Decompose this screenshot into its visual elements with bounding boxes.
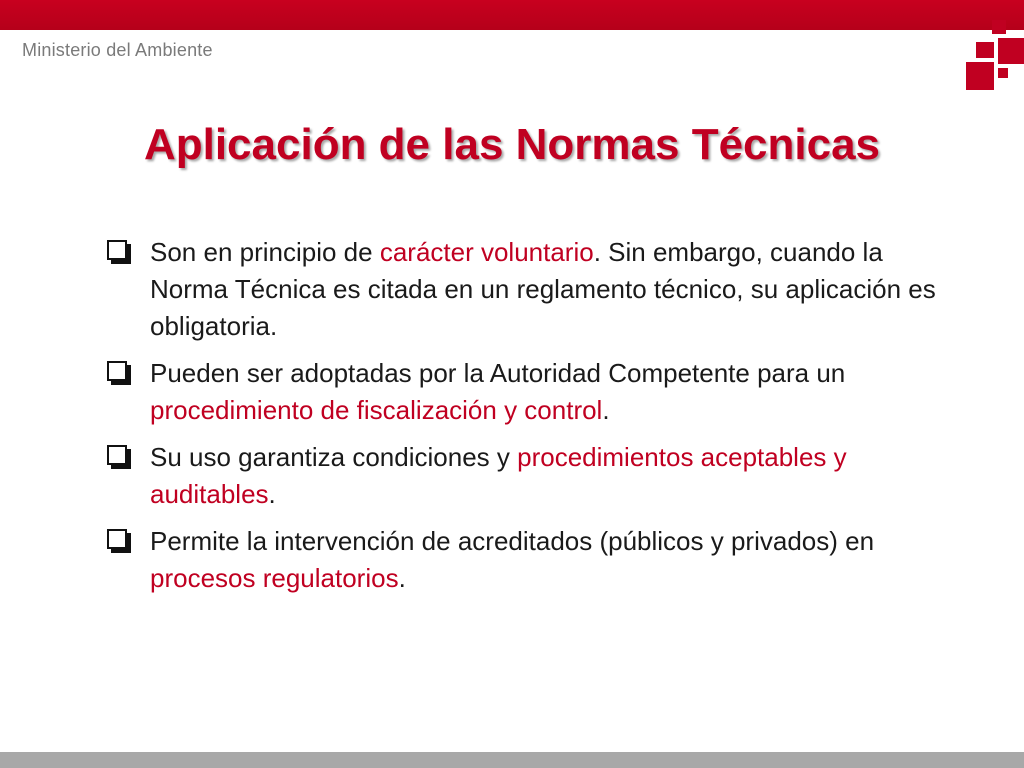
bullet-text [150, 523, 964, 597]
bottom-footer-bar [0, 752, 1024, 768]
ministry-name: Ministerio del Ambiente [22, 40, 213, 60]
top-accent-bar [0, 0, 1024, 30]
bullet-text-plain: Permite la intervención de acreditados (públicos y privados) en [150, 526, 875, 556]
bullet-text-highlight: procesos regulatorios [150, 563, 399, 593]
bullet-list [104, 234, 964, 607]
ministry-logo-icon [958, 20, 1024, 90]
checkbox-bullet-icon [107, 529, 127, 549]
bullet-item [104, 523, 964, 597]
checkbox-bullet-icon [107, 240, 127, 260]
bullet-text [150, 439, 964, 513]
bullet-text-plain: . [602, 395, 610, 425]
bullet-text [150, 355, 964, 429]
bullet-item [104, 439, 964, 513]
checkbox-bullet-icon [107, 361, 127, 381]
bullet-text-highlight: procedimientos aceptables y auditables [150, 442, 847, 509]
bullet-text [150, 234, 964, 345]
bullet-text-plain: . Sin embargo, cuando la Norma Técnica es citada en un reglamento técnico, su aplicación es obligatoria. [150, 237, 936, 341]
bullet-text-plain: Su uso garantiza condiciones y [150, 442, 518, 472]
bullet-text-plain: Son en principio de [150, 237, 380, 267]
bullet-item [104, 355, 964, 429]
checkbox-bullet-icon [107, 445, 127, 465]
bullet-item [104, 234, 964, 345]
bullet-text-plain: . [398, 563, 406, 593]
bullet-text-plain: Pueden ser adoptadas por la Autoridad Competente para un [150, 358, 846, 388]
slide-title: Aplicación de las Normas Técnicas [143, 120, 881, 169]
bullet-text-highlight: carácter voluntario [379, 237, 594, 267]
bullet-text-highlight: procedimiento de fiscalización y control [150, 395, 603, 425]
bullet-text-plain: . [268, 479, 276, 509]
